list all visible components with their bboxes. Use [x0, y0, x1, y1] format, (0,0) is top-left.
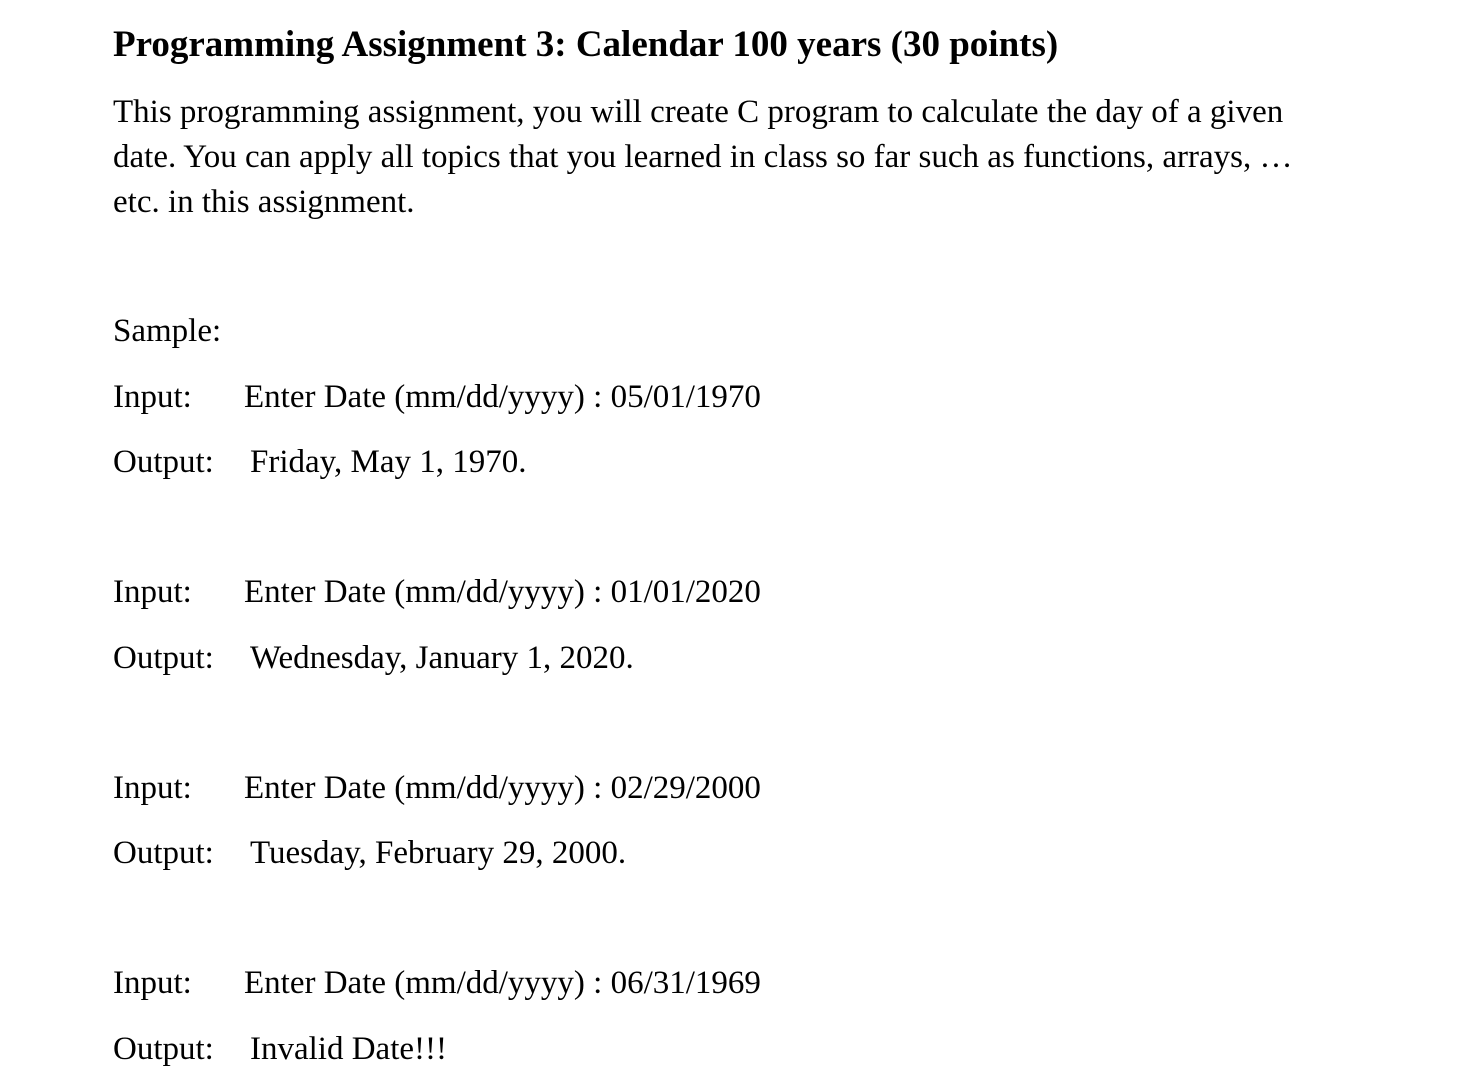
sample-1-input-line	[113, 375, 761, 420]
sample-3-input-line	[113, 766, 761, 811]
output-label: Output:	[113, 444, 214, 480]
sample-output-value: Friday, May 1, 1970.	[250, 444, 527, 480]
input-label: Input:	[113, 965, 192, 1001]
sample-4-output-line	[113, 1027, 447, 1072]
page-title: Programming Assignment 3: Calendar 100 years (30 points)	[113, 24, 1059, 65]
sample-2-input-line	[113, 570, 761, 615]
sample-3-output-line	[113, 831, 627, 876]
sample-input-value: Enter Date (mm/dd/yyyy) : 06/31/1969	[244, 965, 761, 1001]
output-label: Output:	[113, 835, 214, 871]
sample-output-value: Invalid Date!!!	[250, 1031, 447, 1067]
sample-input-value: Enter Date (mm/dd/yyyy) : 01/01/2020	[244, 574, 761, 610]
sample-input-value: Enter Date (mm/dd/yyyy) : 02/29/2000	[244, 770, 761, 806]
sample-heading: Sample:	[113, 313, 222, 349]
input-label: Input:	[113, 574, 192, 610]
input-label: Input:	[113, 770, 192, 806]
sample-output-value: Wednesday, January 1, 2020.	[250, 640, 634, 676]
sample-4-input-line	[113, 961, 761, 1006]
output-label: Output:	[113, 1031, 214, 1067]
output-label: Output:	[113, 640, 214, 676]
intro-paragraph: This programming assignment, you will create C program to calculate the day of a given date. You can apply all topics that you learned in class so far such as functions, arrays, … etc. in this assignment.	[113, 94, 1293, 220]
sample-input-value: Enter Date (mm/dd/yyyy) : 05/01/1970	[244, 379, 761, 415]
input-label: Input:	[113, 379, 192, 415]
sample-1-output-line	[113, 440, 527, 485]
sample-output-value: Tuesday, February 29, 2000.	[250, 835, 627, 871]
sample-2-output-line	[113, 636, 634, 681]
